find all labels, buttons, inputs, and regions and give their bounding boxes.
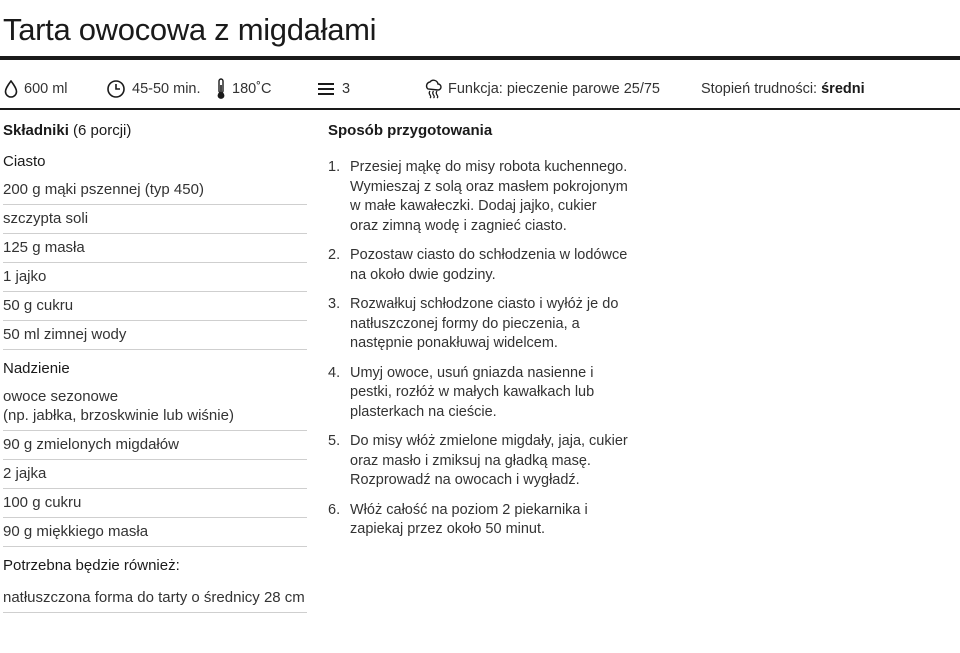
ingredient-item: 90 g zmielonych migdałów	[3, 433, 307, 460]
ingredient-item: 50 g cukru	[3, 294, 307, 321]
method-heading: Sposób przygotowania	[328, 122, 493, 139]
meta-temperature: 180˚C	[216, 78, 272, 100]
dough-section-title: Ciasto	[3, 153, 46, 170]
meta-difficulty: Stopień trudności: średni	[701, 81, 865, 97]
method-step: 1. Przesiej mąkę do misy robota kuchennego. Wymieszaj z solą oraz masłem pokrojonym w małe kawałeczki. Dodaj jajko, cukier oraz zimną wodę i zagnieć ciasto.	[328, 159, 628, 234]
meta-time: 45-50 min.	[106, 78, 201, 100]
ingredient-item: 50 ml zimnej wody	[3, 323, 307, 350]
difficulty-value: średni	[821, 81, 865, 97]
meta-function: Funkcja: pieczenie parowe 25/75	[424, 78, 660, 100]
recipe-title: Tarta owocowa z migdałami	[3, 12, 377, 47]
ingredient-item: natłuszczona forma do tarty o średnicy 28 cm	[3, 586, 307, 613]
ingredient-item: 90 g miękkiego masła	[3, 520, 307, 547]
meta-volume: 600 ml	[4, 78, 68, 100]
ingredients-heading: Składniki (6 porcji)	[3, 122, 132, 139]
steam-icon	[424, 79, 442, 99]
ingredient-item: 100 g cukru	[3, 491, 307, 518]
method-step: 4. Umyj owoce, usuń gniazda nasienne i pestki, rozłóż w małych kawałkach lub plasterkach na cieście.	[328, 364, 595, 420]
ingredient-item: szczypta soli	[3, 207, 307, 234]
ingredient-item: 125 g masła	[3, 236, 307, 263]
meta-level: 3	[318, 78, 350, 100]
ingredient-item: owoce sezonowe (np. jabłka, brzoskwinie lub wiśnie)	[3, 385, 307, 431]
meta-divider	[0, 108, 960, 110]
method-steps	[328, 158, 628, 550]
clock-icon	[106, 79, 126, 99]
filling-section-title: Nadzienie	[3, 360, 70, 377]
menu-icon	[318, 82, 334, 96]
also-needed-title: Potrzebna będzie również:	[3, 557, 180, 574]
method-step: 3. Rozwałkuj schłodzone ciasto i wyłóż je do natłuszczonej formy do pieczenia, a następnie ponakłuwaj widelcem.	[328, 296, 619, 351]
ingredient-item: 200 g mąki pszennej (typ 450)	[3, 178, 307, 205]
ingredient-item: 1 jajko	[3, 265, 307, 292]
thermometer-icon	[216, 78, 226, 100]
ingredient-item: 2 jajka	[3, 462, 307, 489]
method-step: 5. Do misy włóż zmielone migdały, jaja, cukier oraz masło i zmiksuj na gładką masę. Rozprowadź na owocach i wygładź.	[328, 433, 628, 488]
title-divider	[0, 56, 960, 60]
method-step: 6. Włóż całość na poziom 2 piekarnika i zapiekaj przez około 50 minut.	[328, 501, 588, 537]
ingredients-list	[3, 151, 307, 615]
drop-icon	[4, 80, 18, 98]
method-step: 2. Pozostaw ciasto do schłodzenia w lodówce na około dwie godziny.	[328, 247, 628, 283]
